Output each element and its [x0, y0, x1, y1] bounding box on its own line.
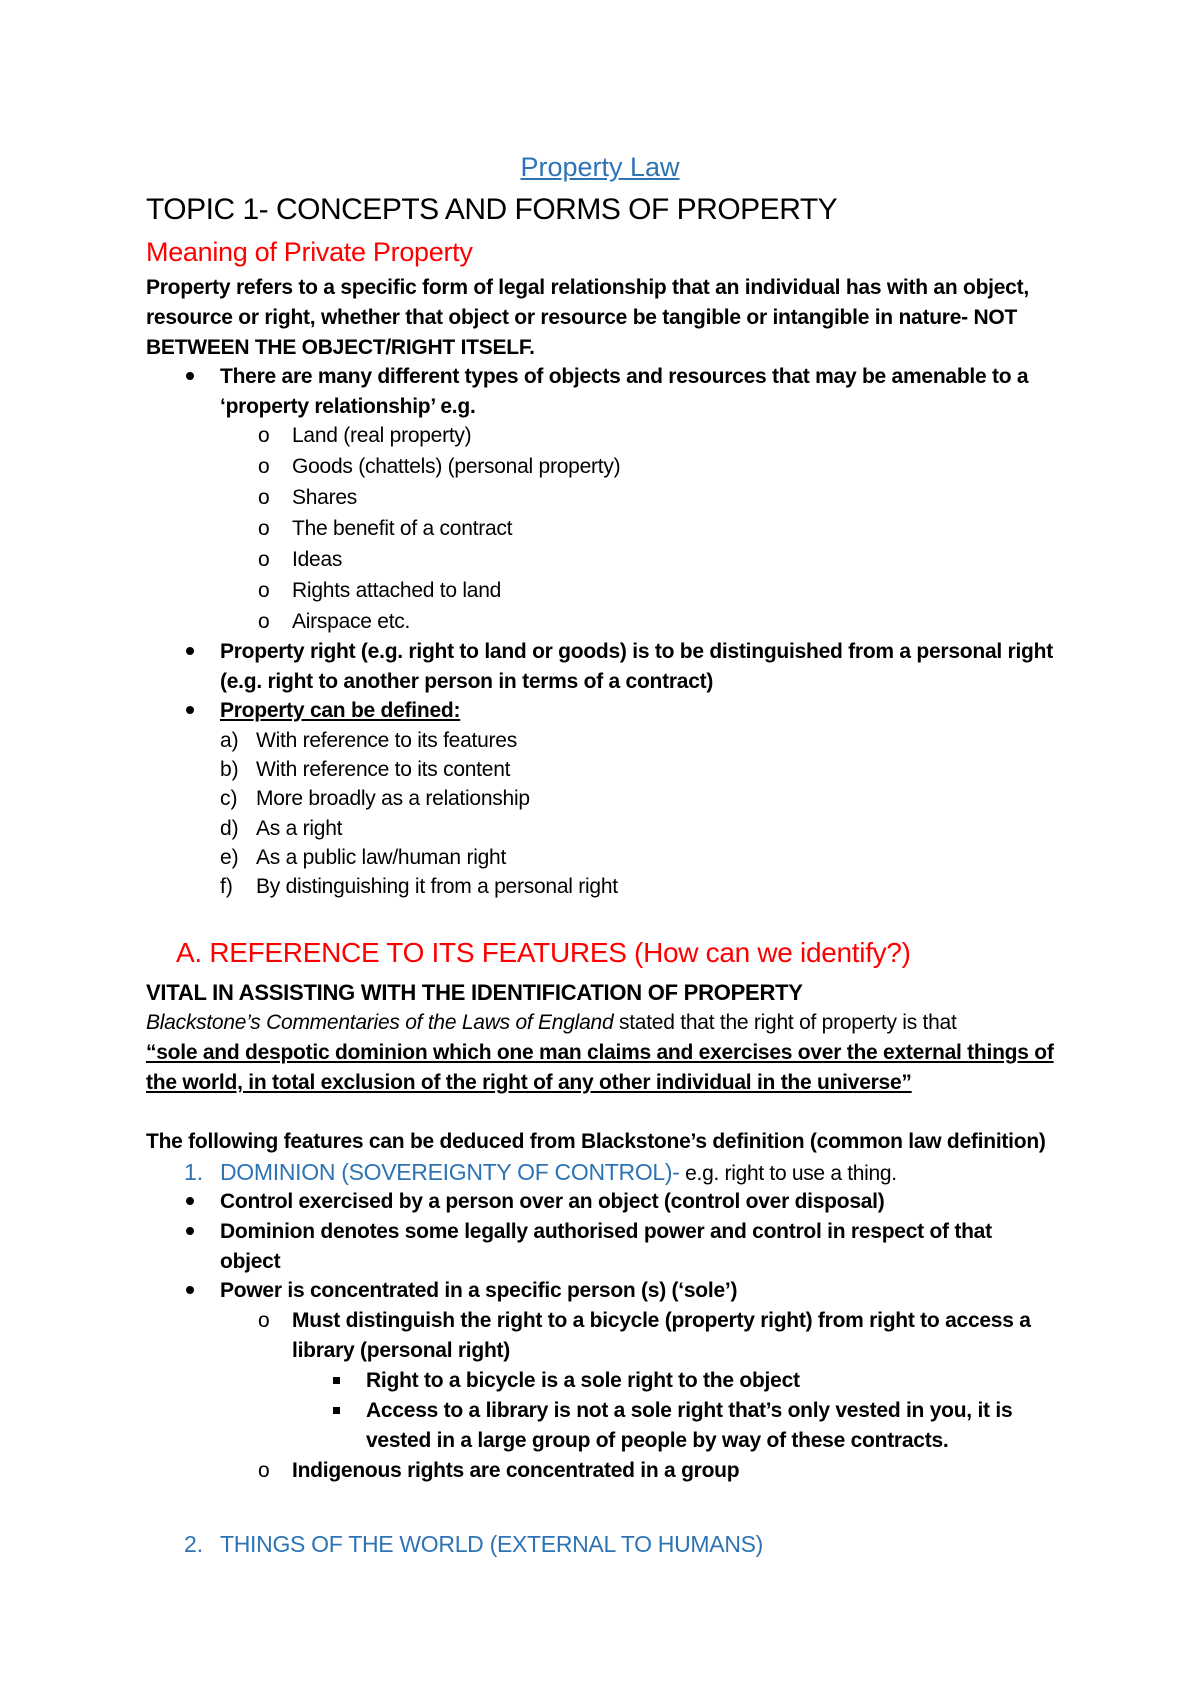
definition-item: As a public law/human right [256, 846, 507, 869]
sub-bullet-marker: o [258, 579, 270, 602]
dominion-bullet-1: Control exercised by a person over an object (control over disposal) [220, 1190, 885, 1213]
definition-marker: f) [220, 875, 233, 898]
sub-bullet-marker: o [258, 486, 270, 509]
sub-bullet-marker: o [258, 548, 270, 571]
type-item: Shares [292, 486, 358, 509]
sub-bullet-marker: o [258, 517, 270, 540]
bullet-icon [186, 1227, 194, 1235]
document-title: Property Law [520, 152, 680, 182]
bullet3-text: Property can be defined: [220, 699, 461, 722]
dominion-bullet-2-line-1: Dominion denotes some legally authorised power and control in respect of that [220, 1220, 992, 1243]
square-bullet-icon [333, 1407, 340, 1414]
definition-marker: e) [220, 846, 239, 869]
definition-item: With reference to its content [256, 758, 511, 781]
definition-marker: c) [220, 787, 238, 810]
features-intro: The following features can be deduced from Blackstone’s definition (common law definition) [146, 1130, 1046, 1153]
item2-number: 2. [184, 1531, 204, 1557]
bullet-icon [186, 706, 194, 714]
blackstone-rest: stated that the right of property is that [613, 1011, 957, 1034]
dominion-square-2-line-2: vested in a large group of people by way of these contracts. [366, 1429, 949, 1452]
quote-line-2: the world, in total exclusion of the right of any other individual in the universe” [146, 1071, 912, 1094]
blackstone-line [146, 1008, 957, 1038]
item2-heading: THINGS OF THE WORLD (EXTERNAL TO HUMANS) [220, 1531, 764, 1557]
type-item: Airspace etc. [292, 610, 411, 633]
quote-line-1: “sole and despotic dominion which one man claims and exercises over the external things of [146, 1041, 1054, 1064]
sub-bullet-marker: o [258, 1459, 270, 1482]
bullet1-line-2: ‘property relationship’ e.g. [220, 395, 476, 418]
topic-heading: TOPIC 1- CONCEPTS AND FORMS OF PROPERTY [146, 193, 838, 226]
sub-bullet-marker: o [258, 610, 270, 633]
type-item: Land (real property) [292, 424, 472, 447]
bullet-icon [186, 372, 194, 380]
dominion-square-1: Right to a bicycle is a sole right to the object [366, 1369, 800, 1392]
item1-heading: DOMINION (SOVEREIGNTY OF CONTROL)- [220, 1159, 680, 1185]
type-item: The benefit of a contract [292, 517, 513, 540]
section-a-heading: A. REFERENCE TO ITS FEATURES (How can we identify?) [176, 937, 911, 968]
sub-bullet-marker: o [258, 455, 270, 478]
definition-item: By distinguishing it from a personal right [256, 875, 618, 898]
square-bullet-icon [333, 1377, 340, 1384]
type-item: Rights attached to land [292, 579, 502, 602]
bullet1-line-1: There are many different types of objects and resources that may be amenable to a [220, 365, 1029, 388]
definition-item: With reference to its features [256, 729, 517, 752]
blackstone-title: Blackstone’s Commentaries of the Laws of England [146, 1011, 614, 1034]
definition-item: More broadly as a relationship [256, 787, 530, 810]
sub-bullet-marker: o [258, 424, 270, 447]
bullet2-line-2: (e.g. right to another person in terms of a contract) [220, 670, 714, 693]
definition-marker: d) [220, 817, 239, 840]
type-item: Ideas [292, 548, 343, 571]
bullet-icon [186, 1197, 194, 1205]
meaning-heading: Meaning of Private Property [146, 237, 473, 267]
type-item: Goods (chattels) (personal property) [292, 455, 621, 478]
sub-bullet-marker: o [258, 1309, 270, 1332]
bullet-icon [186, 647, 194, 655]
intro-line-3: BETWEEN THE OBJECT/RIGHT ITSELF. [146, 336, 535, 359]
dominion-square-2-line-1: Access to a library is not a sole right that’s only vested in you, it is [366, 1399, 1013, 1422]
item1-heading-line [220, 1157, 897, 1189]
definition-marker: b) [220, 758, 239, 781]
dominion-sub-1-line-2: library (personal right) [292, 1339, 511, 1362]
dominion-bullet-3: Power is concentrated in a specific person (s) (‘sole’) [220, 1279, 738, 1302]
bullet-icon [186, 1286, 194, 1294]
item1-number: 1. [184, 1159, 204, 1185]
dominion-sub-2: Indigenous rights are concentrated in a group [292, 1459, 740, 1482]
dominion-bullet-2-line-2: object [220, 1250, 281, 1273]
item1-rest: e.g. right to use a thing. [679, 1162, 897, 1185]
vital-heading: VITAL IN ASSISTING WITH THE IDENTIFICATION OF PROPERTY [146, 980, 803, 1005]
intro-line-1: Property refers to a specific form of legal relationship that an individual has with an object, [146, 276, 1029, 299]
intro-line-2: resource or right, whether that object or resource be tangible or intangible in nature- NOT [146, 306, 1018, 329]
bullet2-line-1: Property right (e.g. right to land or goods) is to be distinguished from a personal right [220, 640, 1053, 663]
definition-item: As a right [256, 817, 343, 840]
dominion-sub-1-line-1: Must distinguish the right to a bicycle (property right) from right to access a [292, 1309, 1031, 1332]
definition-marker: a) [220, 729, 239, 752]
